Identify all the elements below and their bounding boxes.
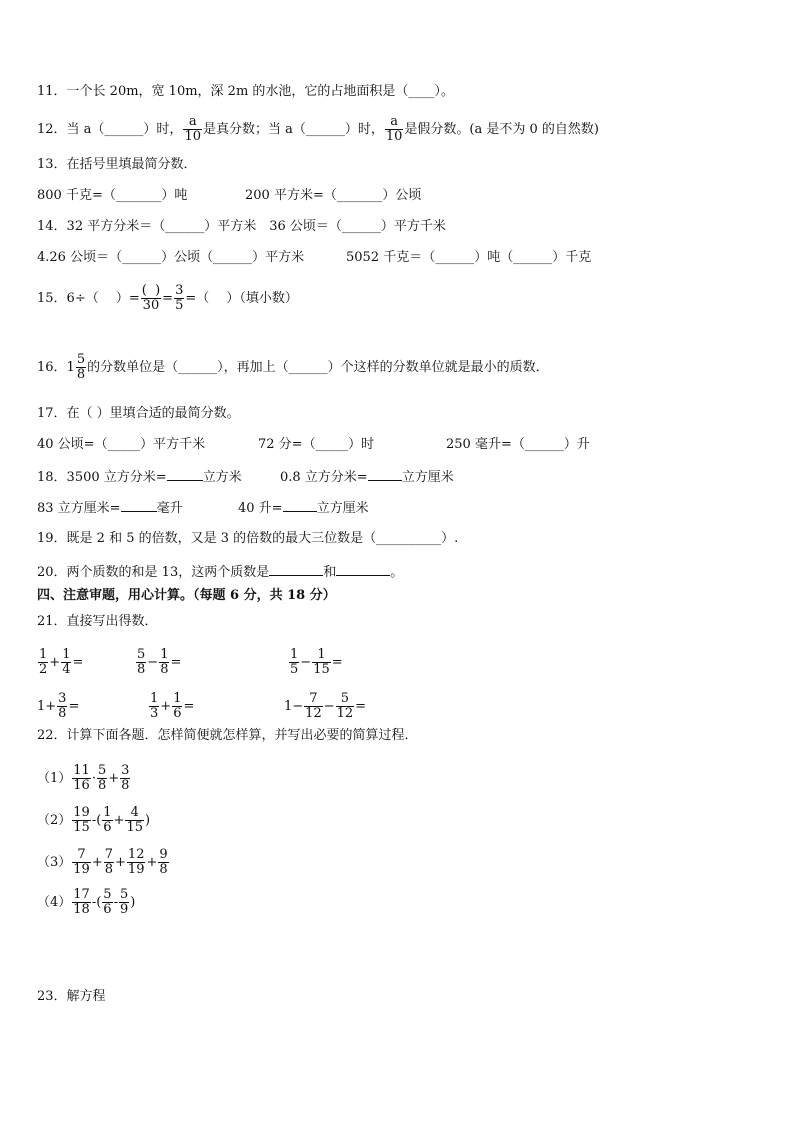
answer-blank bbox=[336, 563, 390, 576]
question-12: 12．当 a（______）时， $\frac{a}{10}$ 是真分数；当 a（______）时， $\frac{a}{10}$ 是假分数。(a 是不为 0 的自然数) bbox=[37, 114, 599, 144]
answer-blank bbox=[269, 563, 323, 576]
expression: （2） $\frac{19}{15}$ -( $\frac{1}{6}$ + $\frac{4}{15}$ ) bbox=[37, 805, 151, 835]
question-14-line1: 14．32 平方分米＝（______）平方米 36 公顷＝（______）平方千米 bbox=[37, 219, 446, 234]
expression: 1+ $\frac{3}{8}$ = bbox=[37, 691, 80, 721]
question-18-item: 18．3500 立方分米= 立方米 bbox=[37, 470, 242, 485]
expression: $\frac{5}{8}$ − $\frac{1}{8}$ = bbox=[137, 647, 182, 677]
expression: （3） $\frac{7}{19}$ + $\frac{7}{8}$ + $\frac{12}{19}$ + $\frac{9}{8}$ bbox=[37, 847, 168, 877]
question-13-item: 200 平方米=（_______）公顷 bbox=[245, 188, 422, 203]
fraction-a-over-10: $\frac{a}{10}$ bbox=[184, 114, 201, 144]
question-14-item: 5052 千克＝（______）吨（______）千克 bbox=[346, 250, 592, 265]
question-23: 23．解方程 bbox=[37, 989, 106, 1004]
expression: 1− $\frac{7}{12}$ − $\frac{5}{12}$ = bbox=[284, 691, 367, 721]
question-11: 11．一个长 20m，宽 10m，深 2m 的水池，它的占地面积是（____）。 bbox=[37, 84, 454, 99]
question-13-title: 13．在括号里填最简分数． bbox=[37, 157, 197, 172]
question-21-title: 21．直接写出得数． bbox=[37, 614, 158, 629]
fraction-blank-over-30: $\frac{( )}{30}$ bbox=[141, 283, 161, 313]
expression: $\frac{1}{3}$ + $\frac{1}{6}$ = bbox=[150, 691, 195, 721]
question-20: 20．两个质数的和是 13，这两个质数是 和 。 bbox=[37, 565, 404, 580]
fraction-5-over-8: $\frac{5}{8}$ bbox=[76, 352, 86, 382]
question-17-item: 72 分=（_____）时 bbox=[258, 437, 375, 452]
answer-blank bbox=[283, 499, 317, 512]
question-18-item: 40 升= 立方厘米 bbox=[238, 501, 369, 516]
expression: $\frac{1}{2}$ + $\frac{1}{4}$ = bbox=[39, 647, 84, 677]
expression: $\frac{1}{5}$ − $\frac{1}{15}$ = bbox=[290, 647, 343, 677]
question-17-title: 17．在（ ）里填合适的最简分数。 bbox=[37, 406, 240, 421]
question-17-item: 40 公顷=（_____）平方千米 bbox=[37, 437, 206, 452]
question-18-item: 0.8 立方分米= 立方厘米 bbox=[280, 470, 454, 485]
question-17-item: 250 毫升=（______）升 bbox=[446, 437, 590, 452]
expression: （4） $\frac{17}{18}$ -( $\frac{5}{6}$ - $\frac{5}{9}$ ) bbox=[37, 887, 136, 917]
answer-blank bbox=[167, 468, 203, 481]
question-19: 19．既是 2 和 5 的倍数，又是 3 的倍数的最大三位数是（__________）. bbox=[37, 531, 459, 546]
fraction-a-over-10: $\frac{a}{10}$ bbox=[385, 114, 403, 144]
answer-blank bbox=[368, 468, 402, 481]
question-15: 15．6÷（ ）= $\frac{( )}{30}$ = $\frac{3}{5}$ =（ ）（填小数） bbox=[37, 283, 298, 313]
answer-blank bbox=[121, 499, 157, 512]
question-18-item: 83 立方厘米= 毫升 bbox=[37, 501, 183, 516]
expression: （1） $\frac{11}{16}$ · $\frac{5}{8}$ + $\frac{3}{8}$ bbox=[37, 763, 130, 793]
question-22-title: 22．计算下面各题．怎样简便就怎样算，并写出必要的简算过程． bbox=[37, 728, 418, 743]
section-heading: 四、注意审题，用心计算。（每题 6 分，共 18 分） bbox=[37, 588, 336, 603]
fraction-3-over-5: $\frac{3}{5}$ bbox=[175, 283, 184, 313]
question-14-item: 4.26 公顷＝（______）公顷（______）平方米 bbox=[37, 250, 305, 265]
question-13-item: 800 千克=（_______）吨 bbox=[37, 188, 188, 203]
question-16: 16．1 $\frac{5}{8}$ 的分数单位是（______），再加上（______）个这样的分数单位就是最小的质数． bbox=[37, 352, 549, 382]
